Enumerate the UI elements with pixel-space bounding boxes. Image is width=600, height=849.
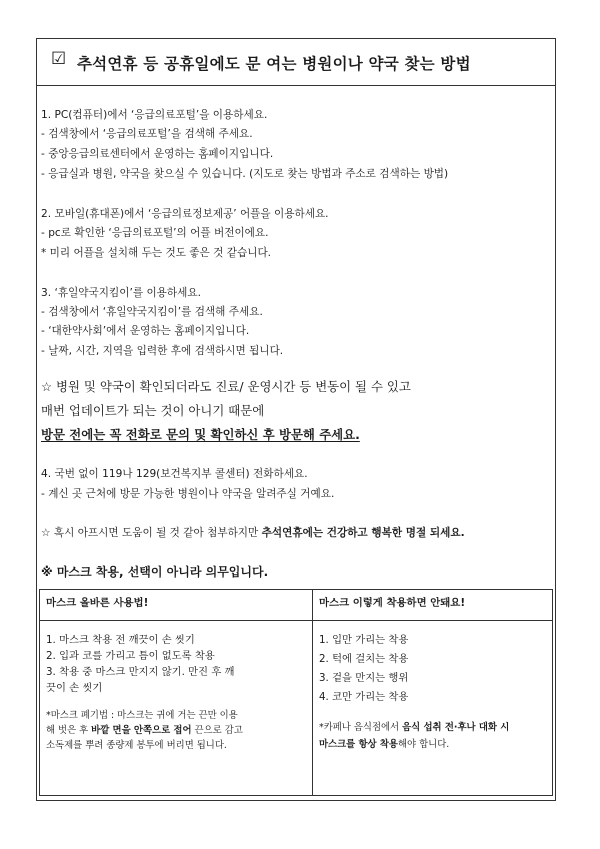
left-note-line1: *마스크 폐기법 : 마스크는 귀에 거는 끈만 이용: [46, 710, 238, 721]
mask-right-header: 마스크 이렇게 착용하면 안돼요!: [313, 590, 553, 621]
left-note-line3: 소독제를 뿌려 종량제 봉투에 버리면 됩니다.: [46, 740, 227, 751]
right-item-3: 3. 겉을 만지는 행위: [319, 672, 409, 684]
mask-right-cell: [313, 621, 553, 796]
section1-line2: - 중앙응급의료센터에서 운영하는 홈페이지입니다.: [41, 148, 274, 160]
left-note-pre: 해 벗은 후: [46, 725, 92, 736]
section3-line3: - 날짜, 시간, 지역을 입력한 후에 검색하시면 됩니다.: [41, 345, 284, 357]
section2-line2: * 미리 어플을 설치해 두는 것도 좋은 것 같습니다.: [41, 247, 272, 259]
section3-heading: 3. ‘휴일약국지킴이’를 이용하세요.: [41, 287, 201, 299]
title-box: [37, 39, 555, 86]
wish-bold-text: 추석연휴에는 건강하고 행복한 명절 되세요.: [261, 527, 465, 539]
section2-line1: - pc로 확인한 ‘응급의료포털’의 어플 버전이에요.: [41, 227, 269, 239]
section3-line1: - 검색창에서 ‘휴일약국지킴이’를 검색해 주세요.: [41, 306, 263, 318]
right-note-line2: [319, 738, 449, 752]
left-item-2: 2. 입과 코를 가리고 틈이 없도록 착용: [46, 650, 215, 662]
left-item-1: 1. 마스크 착용 전 깨끗이 손 씻기: [46, 634, 195, 646]
left-note-post: 끈으로 감고: [191, 725, 243, 736]
right-item-1: 1. 입만 가리는 착용: [319, 634, 409, 646]
right-note-bold2: 마스크를 항상 착용: [319, 739, 398, 750]
section1-heading: 1. PC(컴퓨터)에서 ‘응급의료포털’을 이용하세요.: [41, 109, 268, 121]
mask-left-header: 마스크 올바른 사용법!: [40, 590, 313, 621]
mask-section-title: ※ 마스크 착용, 선택이 아니라 의무입니다.: [41, 565, 269, 579]
notice-line2: 매번 업데이트가 되는 것이 아니기 때문에: [41, 403, 265, 418]
section4-heading: 4. 국번 없이 119나 129(보건복지부 콜센터) 전화하세요.: [41, 468, 308, 480]
section4-line1: - 계신 곳 근처에 방문 가능한 병원이나 약국을 알려주실 거예요.: [41, 488, 335, 500]
right-note-post: 해야 합니다.: [397, 739, 450, 750]
right-item-4: 4. 코만 가리는 착용: [319, 691, 409, 703]
right-note-bold: 음식 섭취 전·후나 대화 시: [402, 722, 510, 733]
section1-line3: - 응급실과 병원, 약국을 찾으실 수 있습니다. (지도로 찾는 방법과 주소로 검색하는 방법): [41, 168, 449, 180]
mask-table: [39, 589, 553, 796]
section2-heading: 2. 모바일(휴대폰)에서 ‘응급의료정보제공’ 어플을 이용하세요.: [41, 208, 329, 220]
right-note-line1: [319, 721, 509, 735]
document-frame: [36, 38, 556, 801]
wish-text: ☆ 혹시 아프시면 도움이 될 것 같아 첨부하지만: [41, 527, 262, 539]
mask-left-cell: [40, 621, 313, 796]
left-item-3: 3. 착용 중 마스크 만지지 않기. 만진 후 깨: [46, 666, 235, 678]
document-title: 추석연휴 등 공휴일에도 문 여는 병원이나 약국 찾는 방법: [77, 55, 471, 73]
left-note-bold: 바깥 면을 안쪽으로 접어: [91, 725, 192, 736]
right-item-2: 2. 턱에 걸치는 착용: [319, 653, 409, 665]
notice-line1: ☆ 병원 및 약국이 확인되더라도 진료/ 운영시간 등 변동이 될 수 있고: [41, 379, 411, 394]
notice-line3: 방문 전에는 꼭 전화로 문의 및 확인하신 후 방문해 주세요.: [41, 427, 360, 442]
right-note-pre: *카페나 음식점에서: [319, 722, 403, 733]
section3-line2: - ‘대한약사회’에서 운영하는 홈페이지입니다.: [41, 325, 250, 337]
left-note-line2: [46, 724, 243, 738]
checkbox-icon: ☑: [51, 49, 67, 69]
left-item-3-cont: 끗이 손 씻기: [46, 682, 103, 694]
section1-line1: - 검색창에서 ‘응급의료포털’을 검색해 주세요.: [41, 128, 253, 140]
wish-line: [41, 526, 465, 540]
